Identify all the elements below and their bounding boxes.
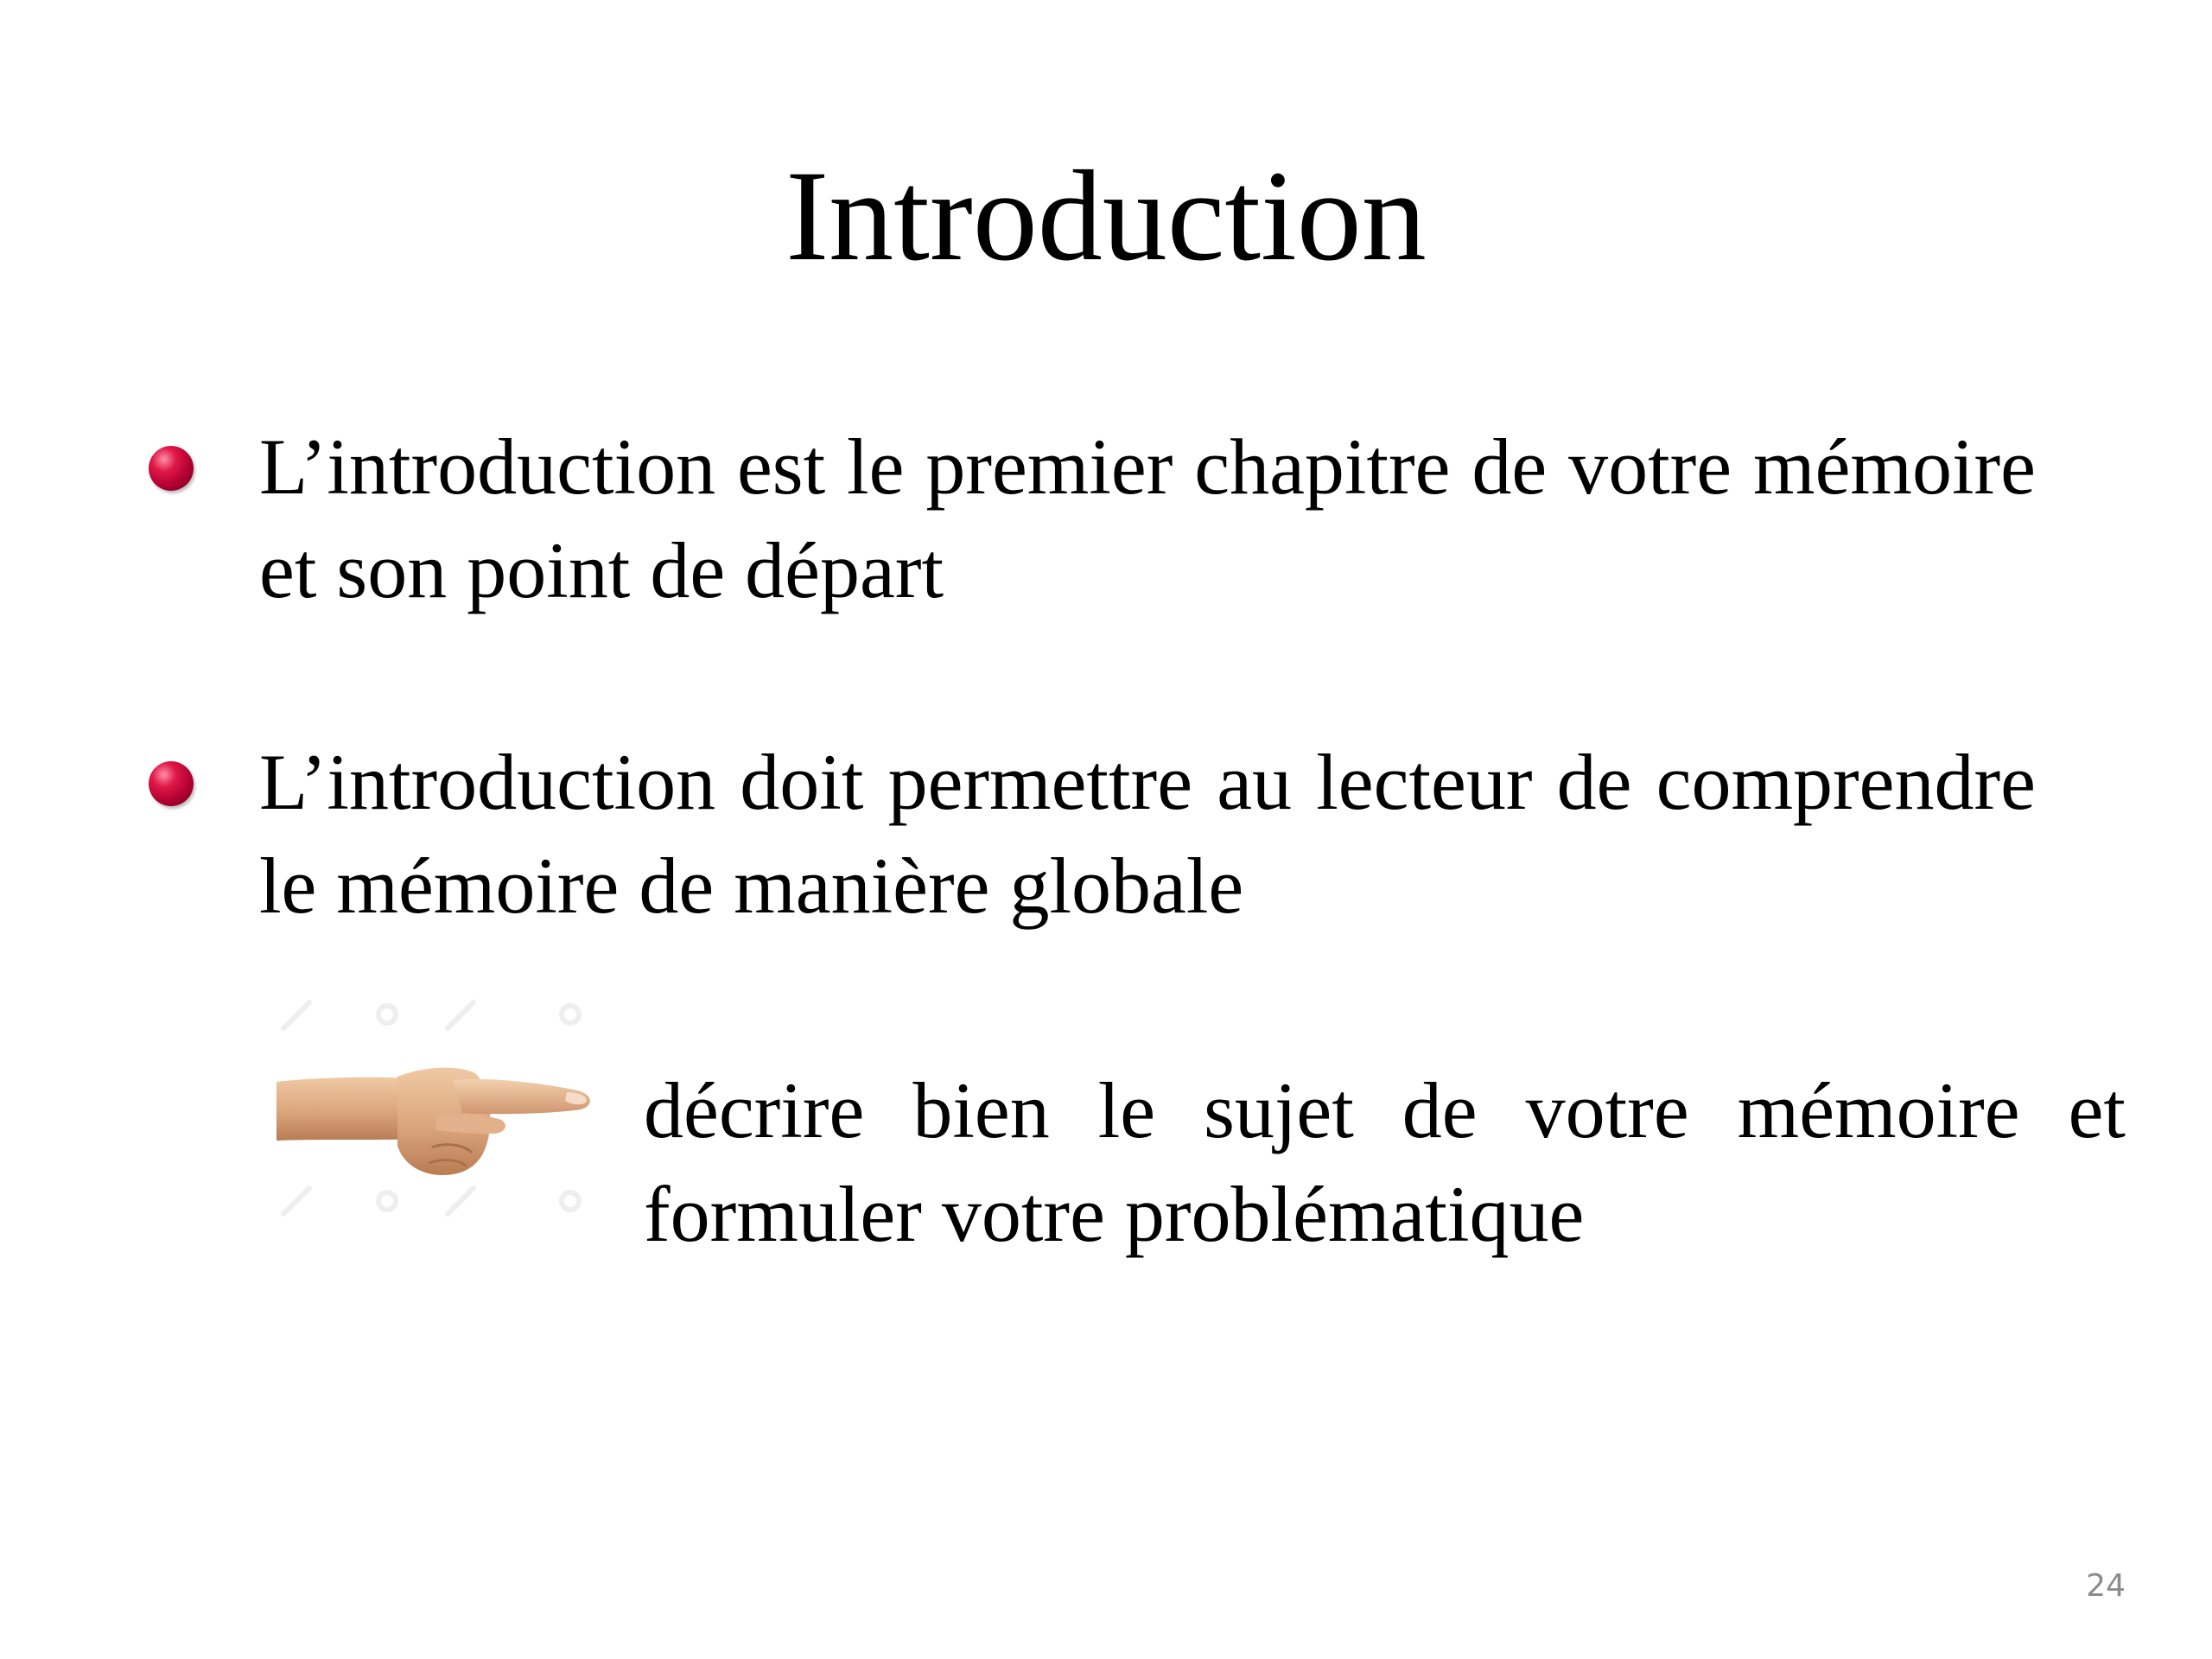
pointing-hand-icon [259, 994, 605, 1227]
bullet-text: L’introduction est le premier chapitre de votre mémoire et son point de départ [259, 423, 2036, 614]
slide-title: Introduction [785, 144, 1427, 288]
bullet-text: L’introduction doit permettre au lecteur de comprendre le mémoire de manière globale [259, 738, 2036, 930]
red-ball-bullet-icon [149, 761, 194, 806]
bullet-item [259, 415, 2036, 622]
pointer-text: décrire bien le sujet de votre mémoire et formuler votre problématique [644, 1066, 2126, 1258]
page-number: 24 [2086, 1568, 2126, 1604]
bullet-item [259, 730, 2036, 938]
red-ball-bullet-icon [149, 446, 194, 491]
